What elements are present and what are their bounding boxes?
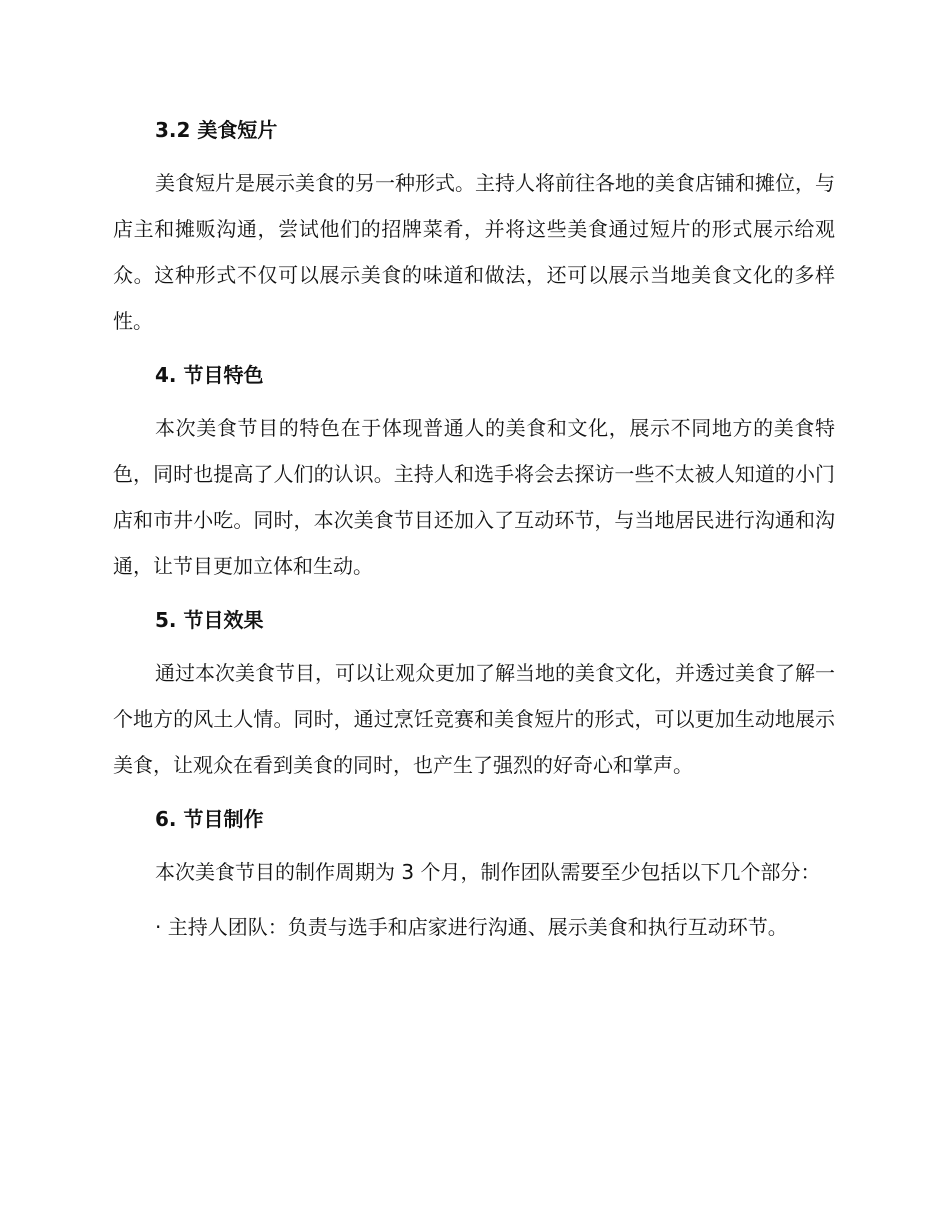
- section-paragraph-3-2: 美食短片是展示美食的另一种形式。主持人将前往各地的美食店铺和摊位，与店主和摊贩沟通，尝试他们的招牌菜肴，并将这些美食通过短片的形式展示给观众。这种形式不仅可以展示美食的味道和做法，还可以展示当地美食文化的多样性。: [113, 171, 835, 333]
- section-paragraph-5: 通过本次美食节目，可以让观众更加了解当地的美食文化，并透过美食了解一个地方的风土人情。同时，通过烹饪竞赛和美食短片的形式，可以更加生动地展示美食，让观众在看到美食的同时，也产生了强烈的好奇心和掌声。: [113, 661, 835, 777]
- section-paragraph-4: 本次美食节目的特色在于体现普通人的美食和文化，展示不同地方的美食特色，同时也提高了人们的认识。主持人和选手将会去探访一些不太被人知道的小门店和市井小吃。同时，本次美食节目还加入了互动环节，与当地居民进行沟通和沟通，让节目更加立体和生动。: [113, 416, 835, 578]
- section-heading-4: 4. 节目特色: [155, 363, 264, 387]
- section-paragraph-6: 本次美食节目的制作周期为 3 个月，制作团队需要至少包括以下几个部分：: [155, 860, 821, 884]
- section-heading-6: 6. 节目制作: [155, 807, 264, 831]
- list-item: · 主持人团队：负责与选手和店家进行沟通、展示美食和执行互动环节。: [155, 915, 788, 939]
- document-body: [113, 108, 835, 950]
- section-heading-3-2: 3.2 美食短片: [155, 118, 278, 142]
- section-heading-5: 5. 节目效果: [155, 608, 264, 632]
